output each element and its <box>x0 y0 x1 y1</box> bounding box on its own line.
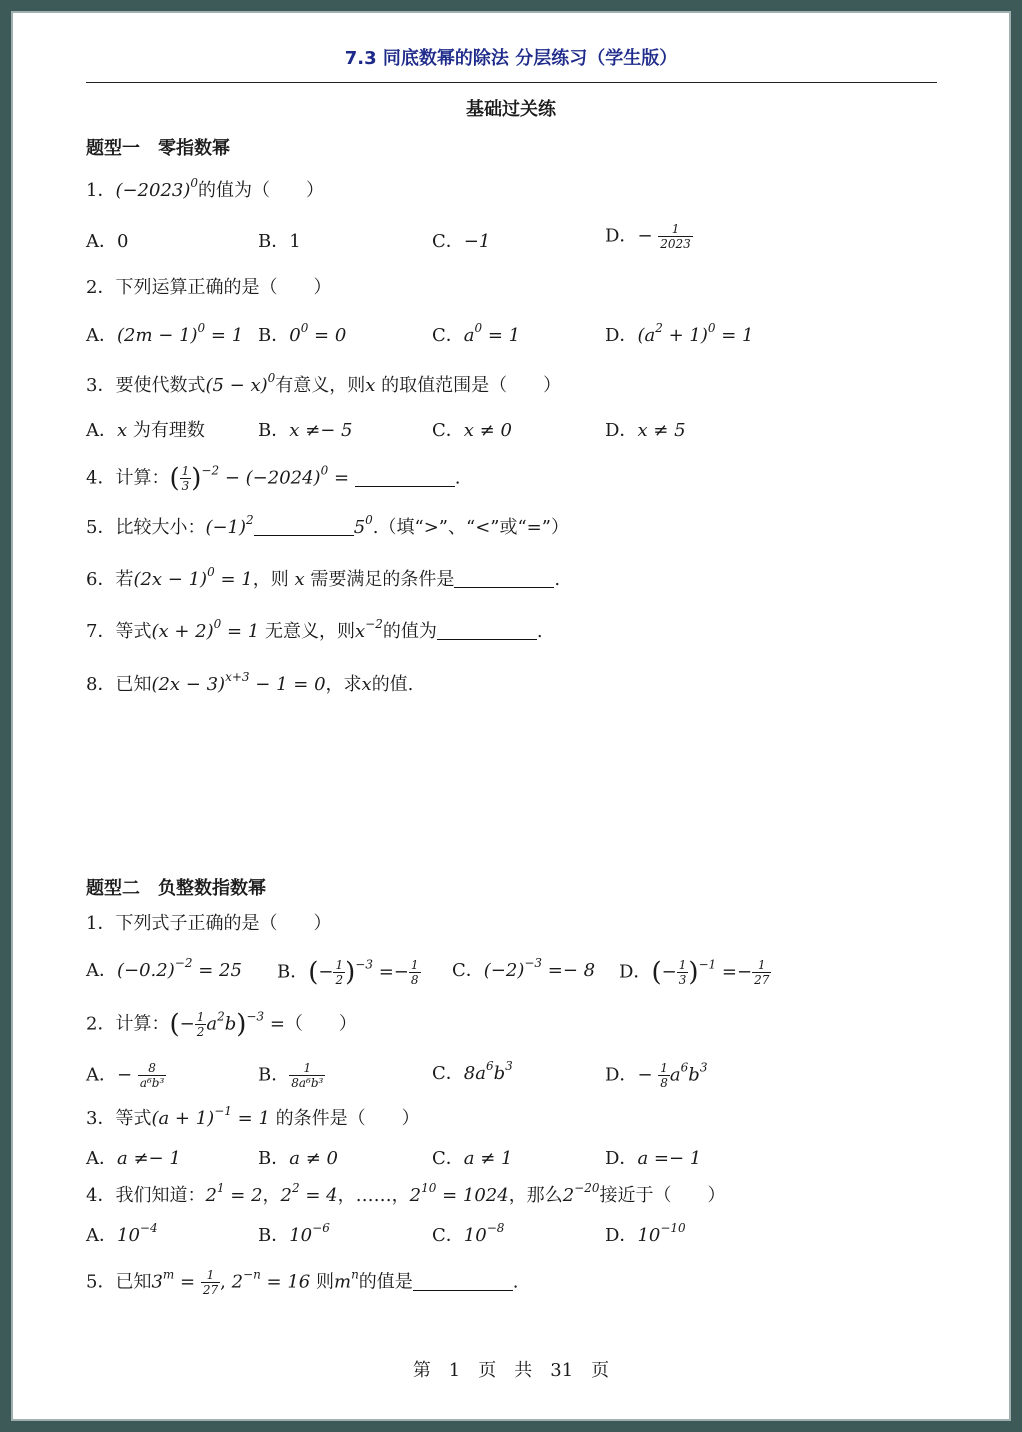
exponent: −3 <box>246 1009 265 1024</box>
question-text: 8．已知 <box>86 674 152 695</box>
question-2-4 <box>86 1183 725 1209</box>
question-text: ，那么 <box>508 1185 563 1206</box>
math-expression: = <box>328 467 355 489</box>
option-c <box>432 1061 513 1087</box>
paren: ( <box>308 957 319 988</box>
math-variable: a <box>206 1013 218 1035</box>
math-variable: a <box>669 1064 681 1086</box>
math-expression: 5 <box>353 517 366 538</box>
math-expression: =− <box>716 961 753 983</box>
math-expression: (a + 1) <box>151 1108 215 1129</box>
option-label: C． <box>432 325 464 346</box>
option-label: A． <box>86 1148 117 1169</box>
option-value: 10 <box>289 1225 313 1246</box>
option-label: A． <box>86 1064 117 1086</box>
option-a <box>86 1223 158 1249</box>
option-label: B． <box>258 420 290 441</box>
fraction <box>180 464 192 493</box>
option-d <box>605 418 686 444</box>
question-2-1: 1．下列式子正确的是（ ） <box>86 913 332 934</box>
fraction-denominator: 2023 <box>660 237 691 251</box>
option-value: a ≠ 0 <box>289 1148 338 1169</box>
punctuation: . <box>512 1271 519 1293</box>
option-a <box>86 1146 181 1172</box>
question-text: 6．若 <box>86 569 134 590</box>
fraction-numerator: 1 <box>658 222 693 237</box>
option-value: a ≠ 1 <box>463 1148 513 1169</box>
exponent: 0 <box>190 176 199 190</box>
fraction-denominator: 2 <box>196 1025 205 1039</box>
option-label: C． <box>452 960 484 981</box>
fraction-denominator: 2 <box>335 973 344 987</box>
option-label: D． <box>605 420 638 441</box>
option-label: C． <box>432 420 464 441</box>
question-text: 需要满足的条件是 <box>304 569 455 590</box>
option-label: C． <box>432 1063 464 1084</box>
exponent: 0 <box>300 321 309 335</box>
option-label: B． <box>258 1225 290 1246</box>
math-expression: (a <box>637 325 656 346</box>
title-divider <box>86 82 937 83</box>
exponent: 2 <box>291 1181 300 1195</box>
exponent: 2 <box>246 513 254 527</box>
math-expression: (5 − x) <box>205 375 268 396</box>
question-text: ，求 <box>325 674 362 695</box>
fraction <box>658 222 693 251</box>
exponent: 0 <box>267 371 276 385</box>
question-text: =（ ） <box>264 1013 357 1035</box>
paren: ) <box>236 1009 247 1040</box>
math-expression: 3 <box>151 1271 163 1293</box>
question-1-7 <box>86 619 543 645</box>
math-expression: 2 <box>409 1185 422 1206</box>
fraction <box>409 958 421 987</box>
question-text: 的值为（ ） <box>198 180 325 201</box>
math-variable: x <box>361 674 372 695</box>
document-title: 7.3 同底数幂的除法 分层练习（学生版） <box>344 48 678 69</box>
option-d <box>605 222 693 251</box>
paren: ) <box>191 463 202 494</box>
math-expression: = 25 <box>192 960 242 981</box>
fraction <box>195 1010 207 1039</box>
question-1-6 <box>86 567 560 593</box>
exponent: 2 <box>217 1009 225 1024</box>
fraction <box>752 958 771 987</box>
math-variable: x <box>365 375 376 396</box>
math-expression: (−2) <box>483 960 525 981</box>
math-expression: (−0.2) <box>117 960 175 981</box>
math-expression: = 1 <box>205 325 244 346</box>
option-label: A． <box>86 960 117 981</box>
option-b <box>258 1146 338 1172</box>
option-b: B．1 <box>258 231 301 252</box>
question-text: 4．计算： <box>86 467 170 489</box>
paren: ) <box>345 957 356 988</box>
question-text: 5．比较大小： <box>86 517 206 538</box>
option-label: A． <box>86 420 117 441</box>
paren: ) <box>688 957 699 988</box>
math-expression: = 1 <box>231 1108 270 1129</box>
fraction <box>201 1268 220 1297</box>
math-expression: = 4 <box>299 1185 338 1206</box>
exponent: −10 <box>660 1221 686 1235</box>
exponent: x+3 <box>225 670 250 684</box>
option-label: B． <box>258 1148 290 1169</box>
option-sign: − <box>661 961 677 983</box>
question-text: 接近于（ ） <box>599 1185 726 1206</box>
option-value: 10 <box>463 1225 487 1246</box>
math-expression: = 1 <box>214 569 253 590</box>
question-2-2 <box>86 1010 357 1039</box>
question-text: 无意义，则 <box>259 621 355 642</box>
option-label: C． <box>432 231 464 252</box>
option-c <box>432 229 490 255</box>
fraction-denominator: a⁶b³ <box>139 1076 165 1090</box>
option-value: −1 <box>463 231 491 252</box>
fraction-denominator: 3 <box>678 973 687 987</box>
question-1-1 <box>86 178 324 204</box>
option-a <box>86 1061 166 1090</box>
question-1-8 <box>86 672 413 698</box>
fraction-denominator: 27 <box>754 973 770 987</box>
math-expression: = 0 <box>308 325 347 346</box>
exponent: −2 <box>201 463 220 478</box>
exponent: −2 <box>174 956 193 970</box>
punctuation: , <box>220 1271 232 1293</box>
question-1-5 <box>86 515 569 541</box>
math-variable: b <box>224 1013 237 1035</box>
fraction-numerator: 1 <box>410 958 419 972</box>
option-sign: − <box>637 1064 653 1086</box>
option-value: x ≠− 5 <box>289 420 353 441</box>
exponent: −6 <box>312 1221 330 1235</box>
option-a <box>86 958 242 984</box>
answer-blank[interactable] <box>454 569 554 588</box>
page-footer: 第 1 页 共 31 页 <box>412 1360 610 1381</box>
math-expression: 2 <box>231 1271 244 1293</box>
option-a <box>86 323 243 349</box>
option-label: A． <box>86 325 117 346</box>
option-d <box>605 1061 707 1090</box>
fraction <box>138 1061 166 1090</box>
math-expression: (2m − 1) <box>117 325 198 346</box>
option-value: x ≠ 5 <box>637 420 686 441</box>
option-label: B． <box>258 325 290 346</box>
question-text: 3．等式 <box>86 1108 152 1129</box>
question-text: .（填“>”、“<”或“=”） <box>372 517 569 538</box>
option-value: a =− 1 <box>637 1148 702 1169</box>
math-variable: b <box>493 1063 506 1084</box>
math-expression: 0 <box>289 325 301 346</box>
exponent: 3 <box>699 1060 708 1075</box>
exponent: 0 <box>207 565 215 579</box>
fraction-denominator: 8 <box>660 1076 668 1090</box>
exponent: −8 <box>486 1221 505 1235</box>
option-value: 为有理数 <box>127 420 205 441</box>
option-d <box>619 958 771 987</box>
option-label: C． <box>432 1148 464 1169</box>
exponent: 2 <box>655 321 663 335</box>
fraction-numerator: 1 <box>660 1061 668 1075</box>
question-text: 5．已知 <box>86 1271 152 1293</box>
exponent: −n <box>243 1267 261 1282</box>
answer-blank[interactable] <box>413 1272 513 1291</box>
option-label: A． <box>86 1225 117 1246</box>
exponent: 10 <box>421 1181 437 1195</box>
math-variable: x <box>355 621 366 642</box>
math-expression: = 2 <box>224 1185 263 1206</box>
fraction <box>658 1061 670 1090</box>
punctuation: ，……， <box>337 1185 410 1206</box>
option-label: C． <box>432 1225 464 1246</box>
exponent: −1 <box>214 1104 232 1118</box>
math-variable: b <box>688 1064 700 1086</box>
exponent: −3 <box>355 957 373 972</box>
math-expression: − 1 = 0 <box>249 674 326 695</box>
answer-blank[interactable] <box>355 468 455 487</box>
math-expression: 8a <box>463 1063 486 1084</box>
math-expression: 2 <box>280 1185 292 1206</box>
question-text: 的值是 <box>358 1271 413 1293</box>
fraction-numerator: 1 <box>289 1061 325 1076</box>
exponent: 3 <box>505 1059 513 1073</box>
math-expression: 2 <box>562 1185 575 1206</box>
option-a <box>86 418 205 444</box>
math-expression: (2x − 1) <box>133 569 208 590</box>
fraction-numerator: 8 <box>138 1061 166 1076</box>
fraction <box>333 958 345 987</box>
option-label: D． <box>605 1148 638 1169</box>
fraction-numerator: 1 <box>678 958 687 972</box>
question-text: 3．要使代数式 <box>86 375 206 396</box>
fraction-numerator: 1 <box>196 1010 205 1024</box>
paren: ( <box>169 1009 180 1040</box>
math-expression: = 1 <box>221 621 260 642</box>
exponent: 0 <box>213 617 222 631</box>
question-text: ，则 <box>252 569 295 590</box>
math-expression: =− 8 <box>542 960 596 981</box>
question-1-3 <box>86 373 561 399</box>
fraction-denominator: 8 <box>410 973 419 987</box>
option-value: a ≠− 1 <box>117 1148 181 1169</box>
math-expression: (−1) <box>205 517 247 538</box>
math-expression: 2 <box>205 1185 217 1206</box>
option-label: D． <box>619 961 652 983</box>
math-expression: = 1024 <box>436 1185 509 1206</box>
option-label: D． <box>605 325 638 346</box>
exponent: −20 <box>574 1181 600 1195</box>
fraction-denominator: 27 <box>202 1283 219 1297</box>
paren: ( <box>651 957 662 988</box>
option-value: 10 <box>117 1225 140 1246</box>
punctuation: ， <box>262 1185 281 1206</box>
math-variable: x <box>117 420 128 441</box>
fraction <box>677 958 689 987</box>
option-c <box>452 958 595 984</box>
question-1-4 <box>86 464 460 493</box>
exponent: 0 <box>320 463 329 478</box>
exponent: 6 <box>680 1060 689 1075</box>
question-2-3 <box>86 1106 420 1132</box>
math-expression: (2x − 3) <box>151 674 226 695</box>
option-value: x ≠ 0 <box>463 420 512 441</box>
math-expression: a <box>463 325 475 346</box>
fraction-numerator: 1 <box>181 464 190 478</box>
answer-blank[interactable] <box>437 621 537 640</box>
option-sign: − <box>637 225 653 247</box>
exponent: −2 <box>365 617 383 631</box>
question-text: 4．我们知道： <box>86 1185 206 1206</box>
fraction-numerator: 1 <box>201 1268 220 1283</box>
question-text: 2．计算： <box>86 1013 170 1035</box>
exponent: m <box>162 1267 175 1282</box>
question-1-2: 2．下列运算正确的是（ ） <box>86 277 332 298</box>
exponent: 0 <box>365 513 373 527</box>
option-label: B． <box>277 961 309 983</box>
math-expression: − (−2024) <box>219 467 321 489</box>
fraction <box>289 1061 325 1090</box>
exponent: −1 <box>698 957 717 972</box>
exponent: 1 <box>216 1181 225 1195</box>
option-value: 10 <box>637 1225 661 1246</box>
section-heading-2: 题型二 负整数指数幂 <box>86 878 266 899</box>
option-d <box>605 1146 701 1172</box>
option-label: B． <box>258 1064 290 1086</box>
fraction-numerator: 1 <box>335 958 344 972</box>
question-text: 7．等式 <box>86 621 152 642</box>
question-text: 的值. <box>371 674 414 695</box>
paren: ( <box>169 463 180 494</box>
math-expression: = <box>174 1271 201 1293</box>
level-heading: 基础过关练 <box>466 99 556 120</box>
option-c <box>432 1146 513 1172</box>
option-d <box>605 323 753 349</box>
exponent: −4 <box>139 1221 158 1235</box>
option-b <box>258 1223 330 1249</box>
option-label: D． <box>605 1225 638 1246</box>
option-a: A．0 <box>86 231 129 252</box>
exponent: n <box>351 1267 359 1282</box>
math-variable: x <box>294 569 305 590</box>
math-expression: + 1) <box>662 325 708 346</box>
math-expression: = 16 <box>260 1271 311 1293</box>
section-heading-1: 题型一 零指数幂 <box>86 138 230 159</box>
option-c <box>432 418 512 444</box>
option-c <box>432 323 520 349</box>
exponent: 0 <box>197 321 206 335</box>
option-c <box>432 1223 504 1249</box>
question-2-5 <box>86 1268 519 1297</box>
option-sign: − <box>117 1064 133 1086</box>
option-d <box>605 1223 686 1249</box>
math-sign: − <box>179 1013 195 1035</box>
punctuation: . <box>554 569 561 590</box>
question-text: 的值为 <box>382 621 437 642</box>
math-expression: (x + 2) <box>151 621 214 642</box>
question-text: 的条件是（ ） <box>269 1108 420 1129</box>
question-text: 有意义，则 <box>275 375 366 396</box>
question-text: 的取值范围是（ ） <box>375 375 562 396</box>
math-expression: = 1 <box>715 325 754 346</box>
option-b <box>258 323 346 349</box>
fraction-numerator: 1 <box>752 958 771 973</box>
option-label: D． <box>605 1064 638 1086</box>
punctuation: . <box>454 467 461 489</box>
option-sign: − <box>318 961 334 983</box>
answer-blank[interactable] <box>254 517 354 536</box>
question-text: 则 <box>310 1271 334 1293</box>
math-expression: (−2023) <box>115 180 191 201</box>
option-b <box>258 418 352 444</box>
math-expression: = 1 <box>482 325 521 346</box>
fraction-denominator: 3 <box>181 479 190 493</box>
option-label: D． <box>605 225 638 247</box>
exponent: 6 <box>485 1059 494 1073</box>
option-b <box>258 1061 325 1090</box>
punctuation: . <box>536 621 543 642</box>
exponent: 0 <box>474 321 483 335</box>
fraction-denominator: 8a⁶b³ <box>291 1076 324 1090</box>
math-expression: =− <box>372 961 409 983</box>
exponent: −3 <box>524 956 543 970</box>
math-variable: m <box>333 1271 352 1293</box>
question-number: 1． <box>86 180 116 201</box>
exponent: 0 <box>707 321 716 335</box>
option-b <box>277 958 421 987</box>
